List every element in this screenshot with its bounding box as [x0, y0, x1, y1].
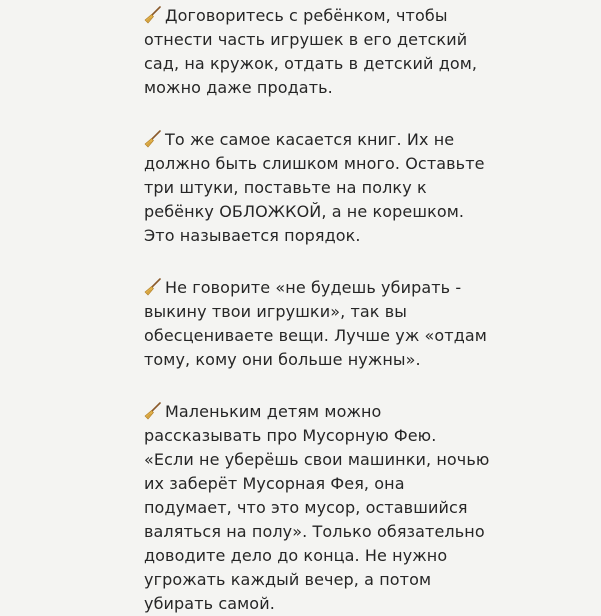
text-line — [144, 4, 561, 28]
text-line: должно быть слишком много. Оставьте — [144, 154, 485, 173]
paragraph-no-threats — [144, 276, 561, 372]
text-line-content: Не говорите «не будешь убирать - — [165, 278, 462, 297]
text-line: ребёнку ОБЛОЖКОЙ, а не корешком. — [144, 202, 465, 221]
text-line — [144, 276, 561, 300]
text-line: три штуки, поставьте на полку к — [144, 178, 427, 197]
text-line — [144, 128, 561, 152]
text-line: тому, кому они больше нужны». — [144, 350, 421, 369]
text-line — [144, 400, 561, 424]
text-line: выкину твои игрушки», так вы — [144, 302, 407, 321]
text-line: доводите дело до конца. Не нужно — [144, 546, 448, 565]
text-line: можно даже продать. — [144, 78, 333, 97]
text-line: валяться на полу». Только обязательно — [144, 522, 485, 541]
text-line: отнести часть игрушек в его детский — [144, 30, 468, 49]
paragraph-trash-fairy — [144, 400, 561, 616]
text-line: обесцениваете вещи. Лучше уж «отдам — [144, 326, 487, 345]
text-line: Это называется порядок. — [144, 226, 361, 245]
broom-icon — [144, 6, 162, 24]
text-line-content: Маленьким детям можно — [165, 402, 382, 421]
paragraph-children-toys — [144, 4, 561, 100]
text-line: подумает, что это мусор, оставшийся — [144, 498, 468, 517]
text-line: убирать самой. — [144, 594, 275, 613]
text-line-content: Договоритесь с ребёнком, чтобы — [165, 6, 448, 25]
text-line-content: То же самое касается книг. Их не — [165, 130, 455, 149]
broom-icon — [144, 278, 162, 296]
text-line: рассказывать про Мусорную Фею. — [144, 426, 437, 445]
text-line: сад, на кружок, отдать в детский дом, — [144, 54, 478, 73]
broom-icon — [144, 402, 162, 420]
paragraph-books — [144, 128, 561, 248]
text-line: «Если не уберёшь свои машинки, ночью — [144, 450, 490, 469]
text-line: угрожать каждый вечер, а потом — [144, 570, 432, 589]
broom-icon — [144, 130, 162, 148]
text-line: их заберёт Мусорная Фея, она — [144, 474, 405, 493]
